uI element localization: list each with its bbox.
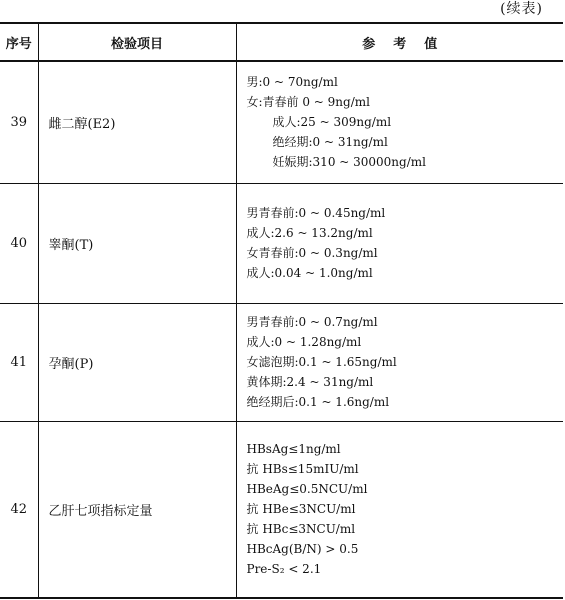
table-row [0, 61, 563, 183]
test-item-name: 乙肝七项指标定量 [38, 421, 236, 598]
reference-line: 黄体期:2.4 ~ 31ng/ml [246, 375, 374, 389]
reference-line: 成人:2.6 ~ 13.2ng/ml [246, 226, 373, 240]
reference-line: 抗 HBs≤15mIU/ml [246, 462, 359, 477]
reference-values [236, 303, 563, 421]
test-item-name: 孕酮(P) [38, 303, 236, 421]
reference-line: HBsAg≤1ng/ml [246, 442, 341, 457]
reference-line: 女青春前:0 ~ 0.3ng/ml [246, 246, 378, 260]
header-reference-value: 参考值 [236, 23, 563, 61]
table-header-row [0, 23, 563, 61]
reference-line: 成人:0.04 ~ 1.0ng/ml [246, 266, 373, 280]
header-test-item: 检验项目 [38, 23, 236, 61]
test-item-name: 睾酮(T) [38, 183, 236, 303]
table-row [0, 183, 563, 303]
reference-line: HBcAg(B/N) > 0.5 [246, 542, 359, 557]
reference-line: 绝经期:0 ~ 31ng/ml [272, 135, 388, 150]
reference-line: 男青春前:0 ~ 0.45ng/ml [246, 206, 386, 220]
reference-values [236, 183, 563, 303]
reference-line: 成人:25 ~ 309ng/ml [272, 115, 392, 130]
row-number: 42 [0, 421, 38, 598]
header-serial-number: 序号 [0, 23, 38, 61]
test-item-name: 雌二醇(E2) [38, 61, 236, 183]
table-row [0, 303, 563, 421]
reference-line: 成人:0 ~ 1.28ng/ml [246, 335, 362, 349]
row-number: 41 [0, 303, 38, 421]
reference-line: 绝经期后:0.1 ~ 1.6ng/ml [246, 395, 390, 409]
reference-line: HBeAg≤0.5NCU/ml [246, 482, 368, 497]
lab-reference-table [0, 22, 563, 599]
reference-line: 抗 HBe≤3NCU/ml [246, 502, 356, 517]
reference-line: 妊娠期:310 ~ 30000ng/ml [272, 155, 426, 170]
reference-line: 女滤泡期:0.1 ~ 1.65ng/ml [246, 355, 397, 369]
reference-line: 女:青春前 0 ~ 9ng/ml [246, 95, 370, 110]
reference-line: 男青春前:0 ~ 0.7ng/ml [246, 315, 378, 329]
reference-line: 男:0 ~ 70ng/ml [246, 75, 338, 90]
continued-label: (续表) [500, 1, 543, 17]
reference-values [236, 61, 563, 183]
table-row [0, 421, 563, 598]
row-number: 40 [0, 183, 38, 303]
reference-values [236, 421, 563, 598]
reference-line: Pre-S₂ < 2.1 [246, 562, 322, 577]
row-number: 39 [0, 61, 38, 183]
reference-line: 抗 HBc≤3NCU/ml [246, 522, 356, 537]
